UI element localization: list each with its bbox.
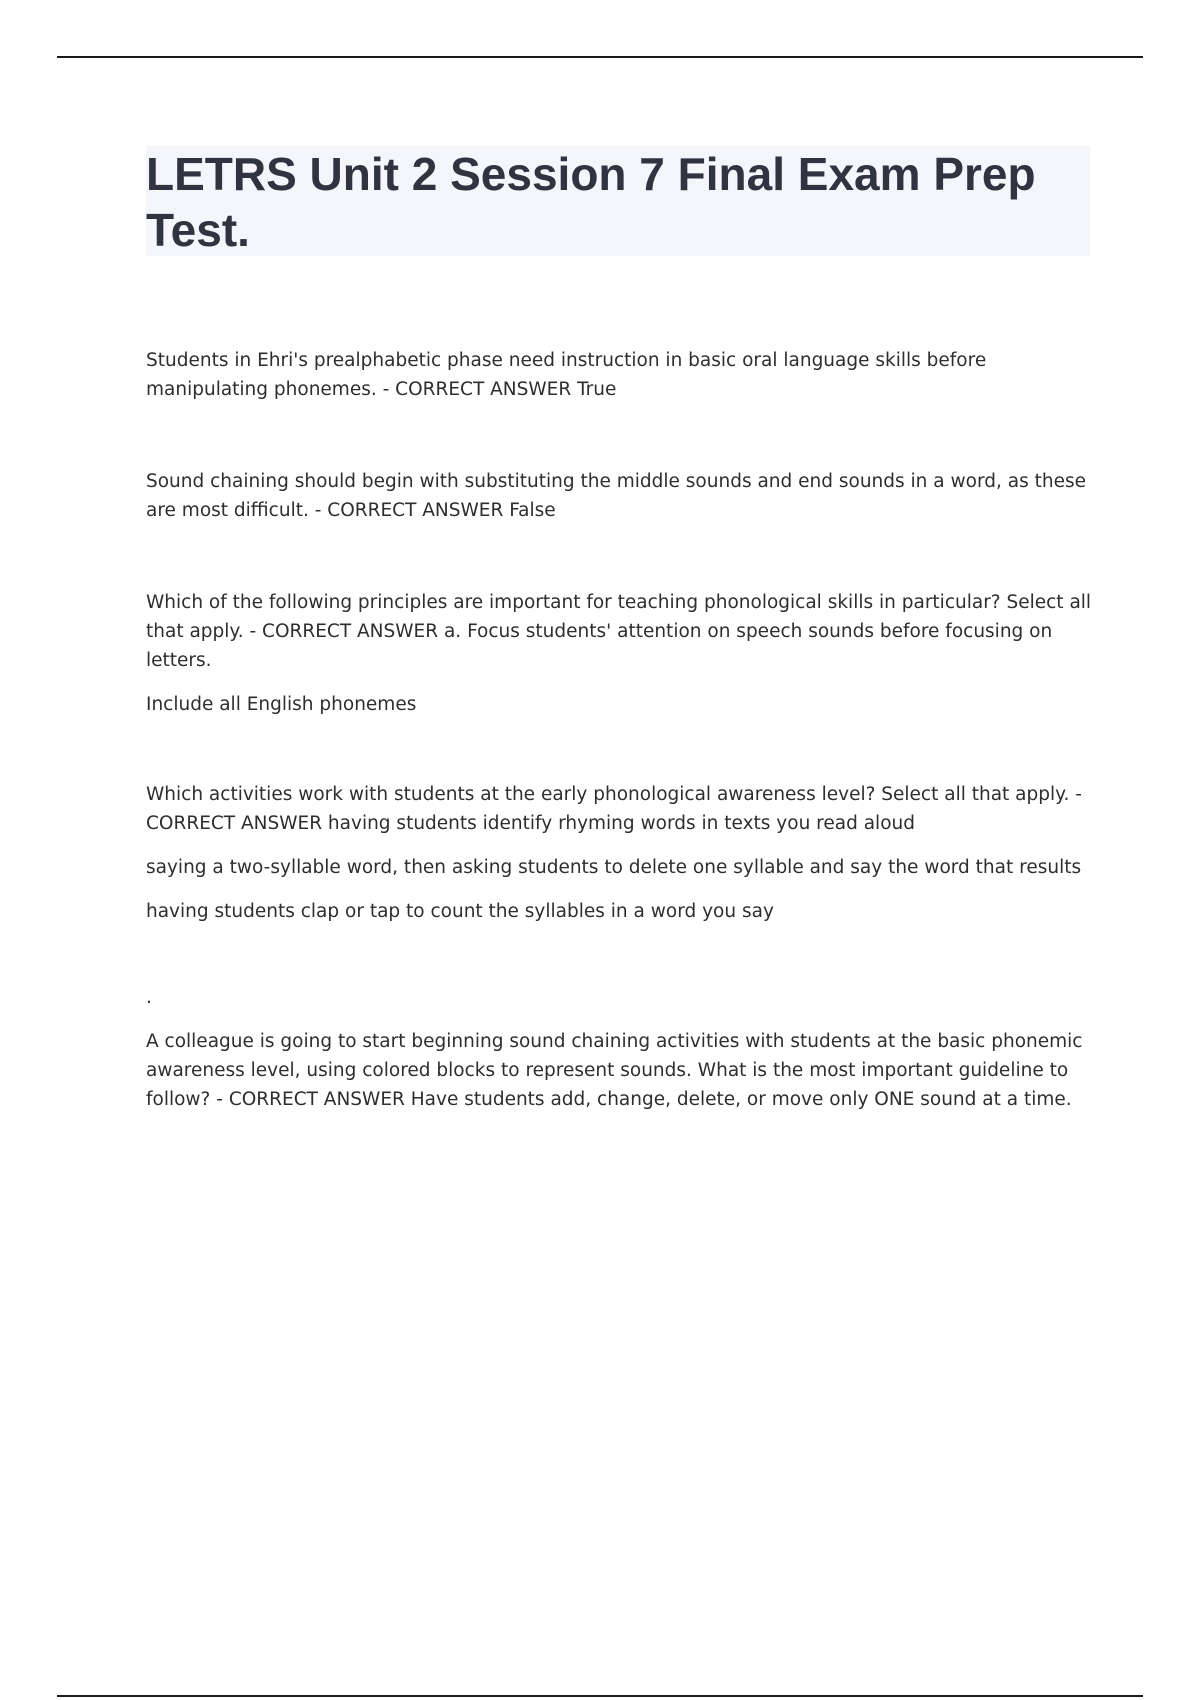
- document-title: LETRS Unit 2 Session 7 Final Exam Prep Test.: [146, 148, 1036, 256]
- bottom-rule: [57, 1695, 1143, 1697]
- document-body: [146, 346, 1096, 1114]
- title-block: [146, 146, 1090, 256]
- qa-item-5: A colleague is going to start beginning sound chaining activities with students at the basic phonemic awareness level, using colored blocks to represent sounds. What is the most important guideline to follow? - CORRECT ANSWER Have students add, change, delete, or move only ONE sound at a time.: [146, 1031, 1083, 1110]
- qa-item-3-answer-line-1: Include all English phonemes: [146, 694, 417, 715]
- separator-dot: .: [146, 987, 152, 1008]
- qa-item-4-answer-line-1: saying a two-syllable word, then asking students to delete one syllable and say the word that results: [146, 857, 1082, 878]
- qa-item-4-answer-line-2: having students clap or tap to count the syllables in a word you say: [146, 901, 774, 922]
- qa-item-1: Students in Ehri's prealphabetic phase need instruction in basic oral language skills before manipulating phonemes. - CORRECT ANSWER True: [146, 350, 987, 400]
- qa-item-4: Which activities work with students at the early phonological awareness level? Select all that apply. - CORRECT ANSWER having students identify rhyming words in texts you read aloud: [146, 784, 1082, 834]
- qa-item-2: Sound chaining should begin with substituting the middle sounds and end sounds in a word, as these are most difficult. - CORRECT ANSWER False: [146, 471, 1086, 521]
- top-rule: [57, 56, 1143, 58]
- qa-item-3: Which of the following principles are important for teaching phonological skills in particular? Select all that apply. - CORRECT ANSWER a. Focus students' attention on speech sounds before focusing on letters.: [146, 592, 1092, 671]
